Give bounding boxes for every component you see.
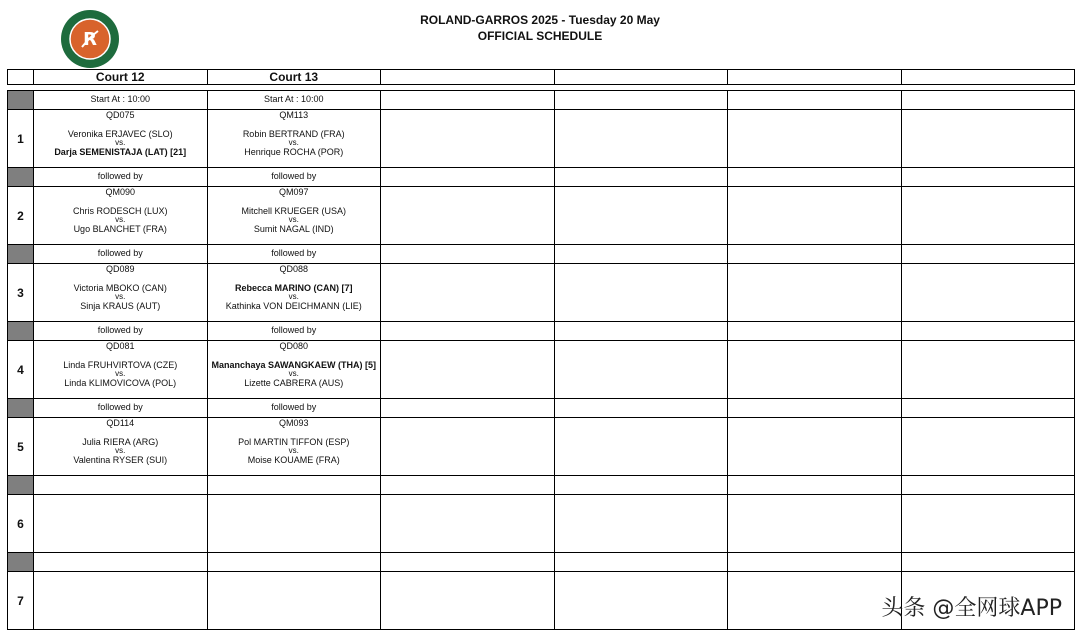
separator-cell [901,321,1076,341]
match-cell [33,186,208,245]
match-cell [727,186,902,245]
separator-cell [554,244,729,264]
versus: vs. [115,446,126,455]
separator-cell [207,552,382,572]
separator-cell [33,552,208,572]
separator-cell [554,90,729,110]
match-cell [554,109,729,168]
match-cell [554,340,729,399]
match-cell [727,571,902,630]
match-cell [727,494,902,553]
match-cell [554,571,729,630]
versus: vs. [115,369,126,378]
court-header [727,69,902,85]
court-header [554,69,729,85]
row-number: 3 [7,263,34,322]
player-two: Ugo BLANCHET (FRA) [73,224,167,234]
court-header [901,69,1076,85]
match-code: QM113 [279,110,309,120]
versus: vs. [115,215,126,224]
player-two: Henrique ROCHA (POR) [244,147,344,157]
separator-cell [901,552,1076,572]
separator-cell [554,552,729,572]
match-cell [33,109,208,168]
separator-cell: followed by [207,398,382,418]
match-code: QD080 [279,341,309,351]
separator-cell [901,398,1076,418]
match-cell [33,263,208,322]
versus: vs. [288,138,299,147]
row-number: 6 [7,494,34,553]
separator-cell [380,398,555,418]
match-cell [727,417,902,476]
match-cell [380,340,555,399]
match-cell [380,417,555,476]
watermark: 头条 @全网球APP [881,596,1062,621]
match-cell [207,571,382,630]
versus: vs. [115,138,126,147]
separator-cell [380,321,555,341]
match-cell [554,417,729,476]
match-cell [207,417,382,476]
separator-cell [901,475,1076,495]
separator-cell: followed by [207,167,382,187]
match-cell [554,186,729,245]
separator-cell [727,321,902,341]
player-one: Rebecca MARINO (CAN) [7] [234,283,353,293]
separator-marker [7,552,34,572]
separator-cell: followed by [207,321,382,341]
match-code: QM090 [105,187,135,197]
player-two: Moise KOUAME (FRA) [247,455,340,465]
separator-cell [33,475,208,495]
match-cell [33,340,208,399]
match-code: QD081 [105,341,135,351]
match-cell [727,263,902,322]
separator-cell [554,167,729,187]
separator-cell [727,475,902,495]
match-code: QM093 [278,418,309,428]
court-header: Court 13 [207,69,382,85]
match-cell [33,571,208,630]
player-one: Pol MARTIN TIFFON (ESP) [238,437,350,447]
separator-cell: followed by [207,244,382,264]
separator-cell [727,552,902,572]
player-two: Darja SEMENISTAJA (LAT) [21] [54,147,187,157]
separator-cell [727,244,902,264]
match-cell [207,109,382,168]
versus: vs. [115,292,126,301]
row-number: 5 [7,417,34,476]
match-code: QM097 [278,187,309,197]
row-number: 1 [7,109,34,168]
separator-cell: Start At : 10:00 [33,90,208,110]
player-two: Sumit NAGAL (IND) [253,224,334,234]
separator-cell: followed by [33,244,208,264]
separator-marker [7,321,34,341]
match-code: QD075 [105,110,135,120]
separator-marker [7,398,34,418]
match-code: QD089 [105,264,135,274]
match-cell [901,186,1076,245]
match-cell [207,340,382,399]
separator-marker [7,244,34,264]
match-cell [901,417,1076,476]
separator-cell: followed by [33,398,208,418]
versus: vs. [288,215,299,224]
court-header: Court 12 [33,69,208,85]
separator-cell [554,398,729,418]
separator-cell [380,90,555,110]
row-number: 7 [7,571,34,630]
player-one: Julia RIERA (ARG) [82,437,159,447]
match-cell [380,571,555,630]
match-cell [207,186,382,245]
match-cell [207,494,382,553]
row-number: 4 [7,340,34,399]
match-cell [207,263,382,322]
separator-cell [207,475,382,495]
separator-cell [380,167,555,187]
separator-cell: followed by [33,321,208,341]
match-code: QD114 [106,418,135,428]
row-number: 2 [7,186,34,245]
match-cell [380,109,555,168]
match-cell [554,494,729,553]
match-cell [901,263,1076,322]
match-cell [901,340,1076,399]
player-one: Chris RODESCH (LUX) [72,206,168,216]
player-two: Lizette CABRERA (AUS) [244,378,344,388]
match-code: QD088 [279,264,309,274]
separator-cell [727,167,902,187]
player-one: Mananchaya SAWANGKAEW (THA) [5] [211,360,376,370]
match-cell [33,494,208,553]
separator-cell: followed by [33,167,208,187]
header-corner [7,69,34,85]
versus: vs. [288,446,299,455]
roland-garros-logo [60,9,120,69]
separator-cell [727,90,902,110]
player-two: Sinja KRAUS (AUT) [80,301,161,311]
separator-cell [380,552,555,572]
separator-cell [901,167,1076,187]
court-header [380,69,555,85]
versus: vs. [288,292,299,301]
separator-cell: Start At : 10:00 [207,90,382,110]
player-two: Valentina RYSER (SUI) [73,455,168,465]
player-one: Robin BERTRAND (FRA) [242,129,345,139]
player-one: Mitchell KRUEGER (USA) [241,206,346,216]
separator-cell [901,90,1076,110]
match-cell [901,494,1076,553]
schedule-title [340,12,740,44]
versus: vs. [288,369,299,378]
player-one: Linda FRUHVIRTOVA (CZE) [63,360,178,370]
match-cell [901,109,1076,168]
match-cell [380,263,555,322]
separator-cell [554,321,729,341]
title-line: ROLAND-GARROS 2025 - Tuesday 20 May [420,13,660,27]
separator-marker [7,90,34,110]
match-cell [727,109,902,168]
svg-text:R: R [83,29,97,50]
match-cell [33,417,208,476]
match-cell [380,186,555,245]
player-one: Veronika ERJAVEC (SLO) [67,129,173,139]
separator-cell [380,475,555,495]
separator-cell [901,244,1076,264]
match-cell [554,263,729,322]
separator-cell [727,398,902,418]
player-two: Kathinka VON DEICHMANN (LIE) [225,301,362,311]
separator-cell [380,244,555,264]
match-cell [727,340,902,399]
match-cell [380,494,555,553]
separator-marker [7,475,34,495]
subtitle-line: OFFICIAL SCHEDULE [477,29,603,43]
player-two: Linda KLIMOVICOVA (POL) [64,378,177,388]
separator-marker [7,167,34,187]
separator-cell [554,475,729,495]
player-one: Victoria MBOKO (CAN) [73,283,167,293]
